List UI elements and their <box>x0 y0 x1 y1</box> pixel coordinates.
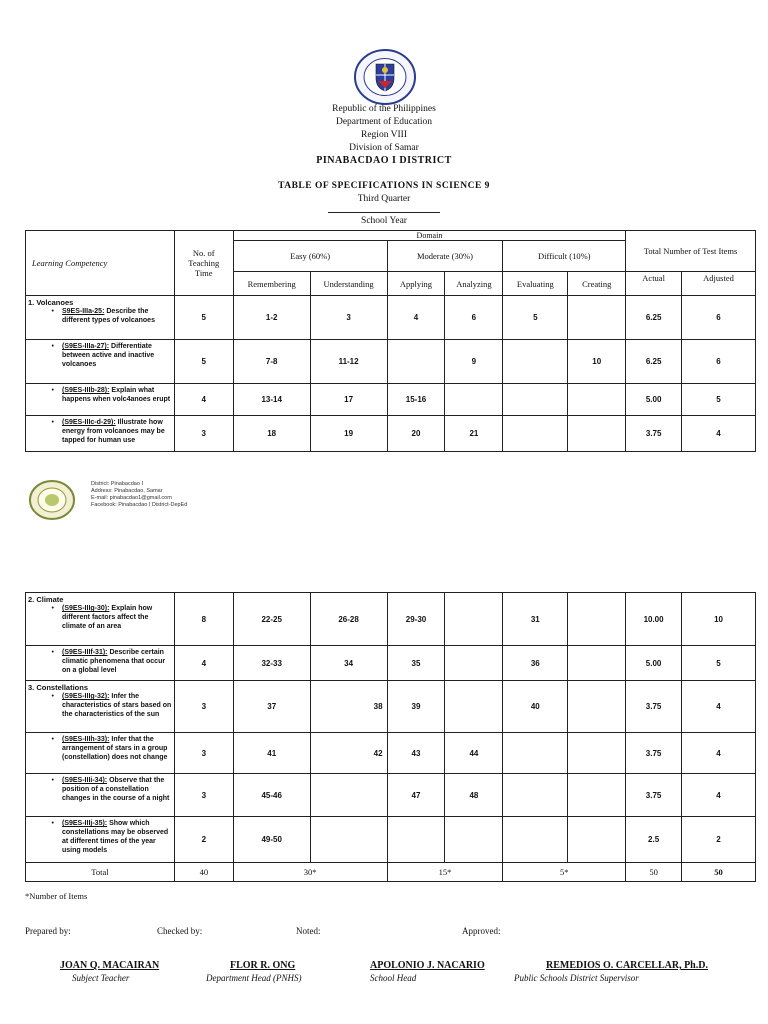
applying-cell <box>387 340 445 384</box>
remembering-cell: 7-8 <box>233 340 310 384</box>
header-learning-competency: Learning Competency <box>26 231 175 296</box>
creating-cell <box>568 774 626 817</box>
approved-role: Public Schools District Supervisor <box>514 973 639 983</box>
table-row <box>26 733 756 774</box>
applying-cell: 39 <box>387 681 445 733</box>
competency-code: (S9ES-IIIf-31): <box>62 649 108 656</box>
competency-cell <box>26 733 175 774</box>
total-difficult: 5* <box>503 863 626 882</box>
bullet-icon: • <box>51 387 54 394</box>
understanding-cell: 42 <box>310 733 387 774</box>
creating-cell <box>568 733 626 774</box>
applying-cell <box>387 817 445 863</box>
creating-cell <box>568 681 626 733</box>
bullet-icon: • <box>51 777 54 784</box>
section-heading: 3. Constellations <box>28 683 89 692</box>
understanding-cell: 34 <box>310 646 387 681</box>
prepared-by-label: Prepared by: <box>25 926 71 936</box>
teaching-time-cell: 4 <box>174 646 233 681</box>
evaluating-cell <box>503 384 568 416</box>
total-moderate: 15* <box>387 863 503 882</box>
creating-cell <box>568 646 626 681</box>
competency-code: (S9ES-IIIa-27): <box>62 343 110 350</box>
header-difficult: Difficult (10%) <box>503 241 626 272</box>
total-adjusted: 50 <box>682 863 756 882</box>
applying-cell: 4 <box>387 296 445 340</box>
actual-cell: 3.75 <box>626 733 682 774</box>
applying-cell: 43 <box>387 733 445 774</box>
analyzing-cell: 44 <box>445 733 503 774</box>
understanding-cell: 38 <box>310 681 387 733</box>
noted-role: School Head <box>370 973 417 983</box>
competency-cell <box>26 416 175 452</box>
school-year-underline <box>328 212 440 213</box>
header-republic: Republic of the Philippines <box>332 104 436 114</box>
teaching-time-cell: 4 <box>174 384 233 416</box>
adjusted-cell: 6 <box>682 296 756 340</box>
competency-description: Show which constellations may be observed at different times of the year using models <box>62 820 169 854</box>
actual-cell: 3.75 <box>626 774 682 817</box>
analyzing-cell: 9 <box>445 340 503 384</box>
total-actual: 50 <box>626 863 682 882</box>
competency-code: (S9ES-IIIj-35): <box>62 820 108 827</box>
adjusted-cell: 10 <box>682 593 756 646</box>
competency-description: Explain how different factors affect the climate of an area <box>62 605 153 630</box>
header-actual: Actual <box>626 272 682 296</box>
competency-code: (S9ES-IIIh-33): <box>62 736 110 743</box>
competency-description: Infer the characteristics of stars based on the characteristics of the sun <box>62 693 172 718</box>
approved-label: Approved: <box>462 926 501 936</box>
teaching-time-cell: 2 <box>174 817 233 863</box>
actual-cell: 3.75 <box>626 681 682 733</box>
competency-description: Differentiate between active and inactive volcanoes <box>62 343 155 368</box>
total-teaching-time: 40 <box>174 863 233 882</box>
understanding-cell: 3 <box>310 296 387 340</box>
competency-cell <box>26 646 175 681</box>
district-email: E-mail: pinabacdao1@gmail.com <box>91 495 172 501</box>
teaching-time-cell: 3 <box>174 416 233 452</box>
remembering-cell: 22-25 <box>233 593 310 646</box>
evaluating-cell <box>503 416 568 452</box>
teaching-time-cell: 3 <box>174 681 233 733</box>
header-department: Department of Education <box>335 117 433 127</box>
applying-cell: 20 <box>387 416 445 452</box>
header-division: Division of Samar <box>349 143 419 153</box>
quarter-label: Third Quarter <box>357 194 411 204</box>
prepared-role: Subject Teacher <box>72 973 130 983</box>
competency-cell <box>26 340 175 384</box>
adjusted-cell: 4 <box>682 774 756 817</box>
teaching-time-cell: 5 <box>174 340 233 384</box>
adjusted-cell: 5 <box>682 384 756 416</box>
remembering-cell: 45-46 <box>233 774 310 817</box>
header-remembering: Remembering <box>233 272 310 296</box>
competency-description: Describe the different types of volcanoes <box>62 308 155 324</box>
competency-cell <box>26 296 175 340</box>
teaching-time-cell: 5 <box>174 296 233 340</box>
header-adjusted: Adjusted <box>682 272 756 296</box>
specification-table-2 <box>25 592 756 882</box>
remembering-cell: 1-2 <box>233 296 310 340</box>
understanding-cell: 19 <box>310 416 387 452</box>
prepared-name: JOAN Q. MACAIRAN <box>60 960 160 971</box>
header-evaluating: Evaluating <box>503 272 568 296</box>
specification-table-1 <box>25 230 756 452</box>
remembering-cell: 37 <box>233 681 310 733</box>
header-creating: Creating <box>568 272 626 296</box>
applying-cell: 47 <box>387 774 445 817</box>
adjusted-cell: 2 <box>682 817 756 863</box>
analyzing-cell: 21 <box>445 416 503 452</box>
noted-label: Noted: <box>296 926 321 936</box>
teaching-time-cell: 3 <box>174 733 233 774</box>
adjusted-cell: 6 <box>682 340 756 384</box>
competency-cell <box>26 817 175 863</box>
understanding-cell <box>310 774 387 817</box>
noted-name: APOLONIO J. NACARIO <box>370 960 485 971</box>
analyzing-cell <box>445 646 503 681</box>
total-easy: 30* <box>233 863 387 882</box>
understanding-cell: 17 <box>310 384 387 416</box>
footnote-number-of-items: *Number of Items <box>25 891 88 901</box>
competency-code: (S9ES-IIIi-34): <box>62 777 108 784</box>
creating-cell <box>568 593 626 646</box>
header-moderate: Moderate (30%) <box>387 241 503 272</box>
competency-description: Describe certain climatic phenomena that occur on a global level <box>62 649 166 674</box>
header-analyzing: Analyzing <box>445 272 503 296</box>
bullet-icon: • <box>51 693 54 700</box>
remembering-cell: 13-14 <box>233 384 310 416</box>
table-row <box>26 340 756 384</box>
competency-cell <box>26 593 175 646</box>
applying-cell: 35 <box>387 646 445 681</box>
school-year-label: School Year <box>361 216 407 226</box>
evaluating-cell: 31 <box>503 593 568 646</box>
competency-code: (S9ES-IIIb-28): <box>62 387 110 394</box>
total-label: Total <box>26 863 175 882</box>
competency-description: Explain what happens when volc4anoes erupt <box>62 387 171 403</box>
header-applying: Applying <box>387 272 445 296</box>
approved-name: REMEDIOS O. CARCELLAR, Ph.D. <box>546 960 708 971</box>
table-row <box>26 416 756 452</box>
analyzing-cell <box>445 817 503 863</box>
checked-name: FLOR R. ONG <box>230 960 296 971</box>
deped-seal-logo <box>352 48 418 106</box>
actual-cell: 2.5 <box>626 817 682 863</box>
bullet-icon: • <box>51 419 54 426</box>
bullet-icon: • <box>51 649 54 656</box>
remembering-cell: 41 <box>233 733 310 774</box>
creating-cell <box>568 384 626 416</box>
adjusted-cell: 4 <box>682 733 756 774</box>
teaching-time-cell: 3 <box>174 774 233 817</box>
actual-cell: 5.00 <box>626 384 682 416</box>
checked-by-label: Checked by: <box>157 926 203 936</box>
section-heading: 1. Volcanoes <box>28 298 74 307</box>
bullet-icon: • <box>51 343 54 350</box>
table-row <box>26 817 756 863</box>
header-understanding: Understanding <box>310 272 387 296</box>
creating-cell <box>568 817 626 863</box>
understanding-cell: 26-28 <box>310 593 387 646</box>
table-row <box>26 384 756 416</box>
checked-role: Department Head (PNHS) <box>206 973 302 983</box>
actual-cell: 5.00 <box>626 646 682 681</box>
bullet-icon: • <box>51 736 54 743</box>
evaluating-cell: 40 <box>503 681 568 733</box>
applying-cell: 29-30 <box>387 593 445 646</box>
actual-cell: 10.00 <box>626 593 682 646</box>
evaluating-cell <box>503 340 568 384</box>
remembering-cell: 32-33 <box>233 646 310 681</box>
table-row <box>26 774 756 817</box>
competency-cell <box>26 681 175 733</box>
header-region: Region VIII <box>361 130 407 140</box>
table-row <box>26 681 756 733</box>
adjusted-cell: 4 <box>682 416 756 452</box>
competency-code: (S9ES-IIIg-32): <box>62 693 110 700</box>
competency-code: (S9ES-IIIc-d-29): <box>62 419 116 426</box>
competency-cell <box>26 384 175 416</box>
bullet-icon: • <box>51 820 54 827</box>
header-total-items: Total Number of Test Items <box>626 231 756 272</box>
district-name: District: Pinabacdao I <box>91 481 143 487</box>
header-teaching-time: No. of Teaching Time <box>174 231 233 296</box>
analyzing-cell: 6 <box>445 296 503 340</box>
evaluating-cell: 36 <box>503 646 568 681</box>
applying-cell: 15-16 <box>387 384 445 416</box>
analyzing-cell: 48 <box>445 774 503 817</box>
competency-code: S9ES-IIIa-25: <box>62 308 105 315</box>
table-row <box>26 296 756 340</box>
teaching-time-cell: 8 <box>174 593 233 646</box>
district-seal-logo <box>28 479 76 526</box>
creating-cell: 10 <box>568 340 626 384</box>
evaluating-cell <box>503 817 568 863</box>
table-row <box>26 646 756 681</box>
creating-cell <box>568 296 626 340</box>
evaluating-cell: 5 <box>503 296 568 340</box>
adjusted-cell: 4 <box>682 681 756 733</box>
understanding-cell <box>310 817 387 863</box>
competency-description: Illustrate how energy from volcanoes may be tapped for human use <box>62 419 165 444</box>
creating-cell <box>568 416 626 452</box>
analyzing-cell <box>445 384 503 416</box>
analyzing-cell <box>445 593 503 646</box>
competency-description: Observe that the position of a constellation changes in the course of a night <box>62 777 170 802</box>
evaluating-cell <box>503 774 568 817</box>
competency-cell <box>26 774 175 817</box>
bullet-icon: • <box>51 605 54 612</box>
understanding-cell: 11-12 <box>310 340 387 384</box>
analyzing-cell <box>445 681 503 733</box>
document-title: TABLE OF SPECIFICATIONS IN SCIENCE 9 <box>278 181 490 191</box>
remembering-cell: 49-50 <box>233 817 310 863</box>
adjusted-cell: 5 <box>682 646 756 681</box>
district-facebook: Facebook: Pinabacdao I District-DepEd <box>91 502 188 508</box>
evaluating-cell <box>503 733 568 774</box>
section-heading: 2. Climate <box>28 595 64 604</box>
actual-cell: 3.75 <box>626 416 682 452</box>
district-address: Address: Pinabacdao, Samar <box>91 488 163 494</box>
header-district: PINABACDAO I DISTRICT <box>316 155 452 166</box>
header-domain: Domain <box>233 231 625 241</box>
district-footer <box>28 479 328 521</box>
total-row <box>26 863 756 882</box>
actual-cell: 6.25 <box>626 340 682 384</box>
bullet-icon: • <box>51 308 54 315</box>
table-row <box>26 593 756 646</box>
actual-cell: 6.25 <box>626 296 682 340</box>
remembering-cell: 18 <box>233 416 310 452</box>
header-easy: Easy (60%) <box>233 241 387 272</box>
competency-code: (S9ES-IIIg-30): <box>62 605 110 612</box>
competency-description: Infer that the arrangement of stars in a group (constellation) does not change <box>62 736 168 761</box>
